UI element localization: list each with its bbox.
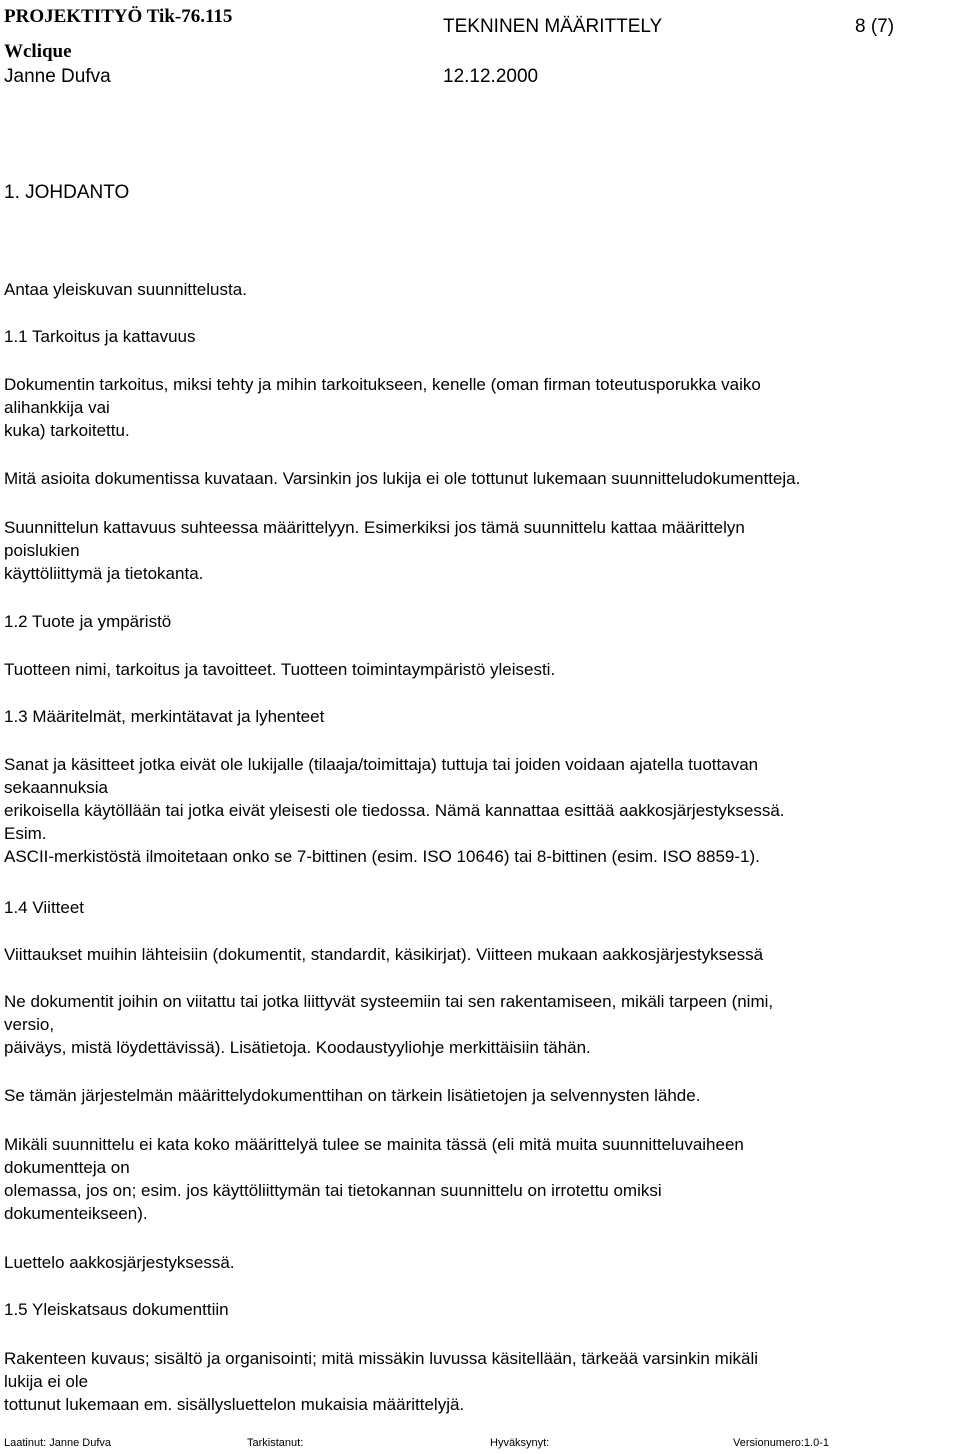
company-name: Wclique bbox=[4, 41, 72, 62]
text-line: käyttöliittymä ja tietokanta. bbox=[4, 564, 204, 583]
text-line: poislukien bbox=[4, 541, 80, 560]
text-line: Mikäli suunnittelu ei kata koko määrittelyä tulee se mainita tässä (eli mitä muita suunnitteluvaiheen bbox=[4, 1135, 744, 1154]
footer-approved-by: Hyväksynyt: bbox=[490, 1437, 550, 1449]
text-line: tottunut lukemaan em. sisällysluettelon mukaisia määrittelyjä. bbox=[4, 1395, 465, 1414]
paragraph-1-4-references: Viittaukset muihin lähteisiin (dokumentit, standardit, käsikirjat). Viitteen mukaan aakkosjärjestyksessä bbox=[4, 945, 764, 964]
text-line: ASCII-merkistöstä ilmoitetaan onko se 7-bittinen (esim. ISO 10646) tai 8-bittinen (esim. ISO 8859-1). bbox=[4, 847, 760, 866]
paragraph-1-4-documents bbox=[4, 990, 773, 1059]
intro-paragraph: Antaa yleiskuvan suunnittelusta. bbox=[4, 280, 247, 299]
text-line: Sanat ja käsitteet jotka eivät ole lukijalle (tilaaja/toimittaja) tuttuja tai joiden voidaan ajatella tuottavan bbox=[4, 755, 759, 774]
page-number: 8 (7) bbox=[855, 16, 895, 37]
text-line: kuka) tarkoitettu. bbox=[4, 421, 130, 440]
paragraph-1-4-list-order: Luettelo aakkosjärjestyksessä. bbox=[4, 1253, 235, 1272]
document-type: TEKNINEN MÄÄRITTELY bbox=[443, 16, 663, 37]
text-line: Ne dokumentit joihin on viitattu tai jotka liittyvät systeemiin tai sen rakentamiseen, mikäli tarpeen (nimi, bbox=[4, 992, 774, 1011]
text-line: Suunnittelun kattavuus suhteessa määrittelyyn. Esimerkiksi jos tämä suunnittelu kattaa määrittelyn bbox=[4, 518, 745, 537]
footer-checked-by: Tarkistanut: bbox=[247, 1437, 304, 1449]
subsection-heading-1-3: 1.3 Määritelmät, merkintätavat ja lyhenteet bbox=[4, 707, 325, 726]
subsection-heading-1-4: 1.4 Viitteet bbox=[4, 898, 85, 917]
subsection-heading-1-5: 1.5 Yleiskatsaus dokumenttiin bbox=[4, 1300, 229, 1319]
paragraph-1-1-purpose bbox=[4, 373, 761, 442]
footer-version: Versionumero:1.0-1 bbox=[733, 1437, 829, 1449]
text-line: sekaannuksia bbox=[4, 778, 108, 797]
paragraph-1-1-topics: Mitä asioita dokumentissa kuvataan. Varsinkin jos lukija ei ole tottunut lukemaan suunnitteludokumentteja. bbox=[4, 469, 801, 488]
text-line: erikoisella käytöllään tai jotka eivät yleisesti ole tiedossa. Nämä kannattaa esittää aakkosjärjestyksessä. bbox=[4, 801, 785, 820]
text-line: Esim. bbox=[4, 824, 47, 843]
text-line: Dokumentin tarkoitus, miksi tehty ja mihin tarkoitukseen, kenelle (oman firman toteutusporukka vaiko bbox=[4, 375, 761, 394]
text-line: alihankkija vai bbox=[4, 398, 110, 417]
paragraph-1-3-definitions bbox=[4, 753, 785, 868]
subsection-heading-1-2: 1.2 Tuote ja ympäristö bbox=[4, 612, 172, 631]
text-line: dokumentteja on bbox=[4, 1158, 130, 1177]
project-title: PROJEKTITYÖ Tik-76.115 bbox=[4, 6, 233, 27]
header-author: Janne Dufva bbox=[4, 66, 111, 87]
footer-written-by: Laatinut: Janne Dufva bbox=[4, 1437, 112, 1449]
subsection-heading-1-1: 1.1 Tarkoitus ja kattavuus bbox=[4, 327, 196, 346]
text-line: päiväys, mistä löydettävissä). Lisätietoja. Koodaustyyliohje merkittäisiin tähän. bbox=[4, 1038, 591, 1057]
section-heading-johdanto: 1. JOHDANTO bbox=[4, 182, 130, 203]
paragraph-1-1-coverage bbox=[4, 516, 745, 585]
paragraph-1-4-scope bbox=[4, 1133, 744, 1225]
paragraph-1-4-main-source: Se tämän järjestelmän määrittelydokumenttihan on tärkein lisätietojen ja selvennysten lähde. bbox=[4, 1086, 701, 1105]
paragraph-1-2-product: Tuotteen nimi, tarkoitus ja tavoitteet. Tuotteen toimintaympäristö yleisesti. bbox=[4, 660, 556, 679]
text-line: olemassa, jos on; esim. jos käyttöliittymän tai tietokannan suunnittelu on irrotettu omiksi bbox=[4, 1181, 662, 1200]
text-line: lukija ei ole bbox=[4, 1372, 89, 1391]
header-date: 12.12.2000 bbox=[443, 66, 539, 87]
text-line: Rakenteen kuvaus; sisältö ja organisointi; mitä missäkin luvussa käsitellään, tärkeää varsinkin mikäli bbox=[4, 1349, 759, 1368]
paragraph-1-5-overview bbox=[4, 1347, 758, 1416]
text-line: dokumenteikseen). bbox=[4, 1204, 148, 1223]
text-line: versio, bbox=[4, 1015, 55, 1034]
